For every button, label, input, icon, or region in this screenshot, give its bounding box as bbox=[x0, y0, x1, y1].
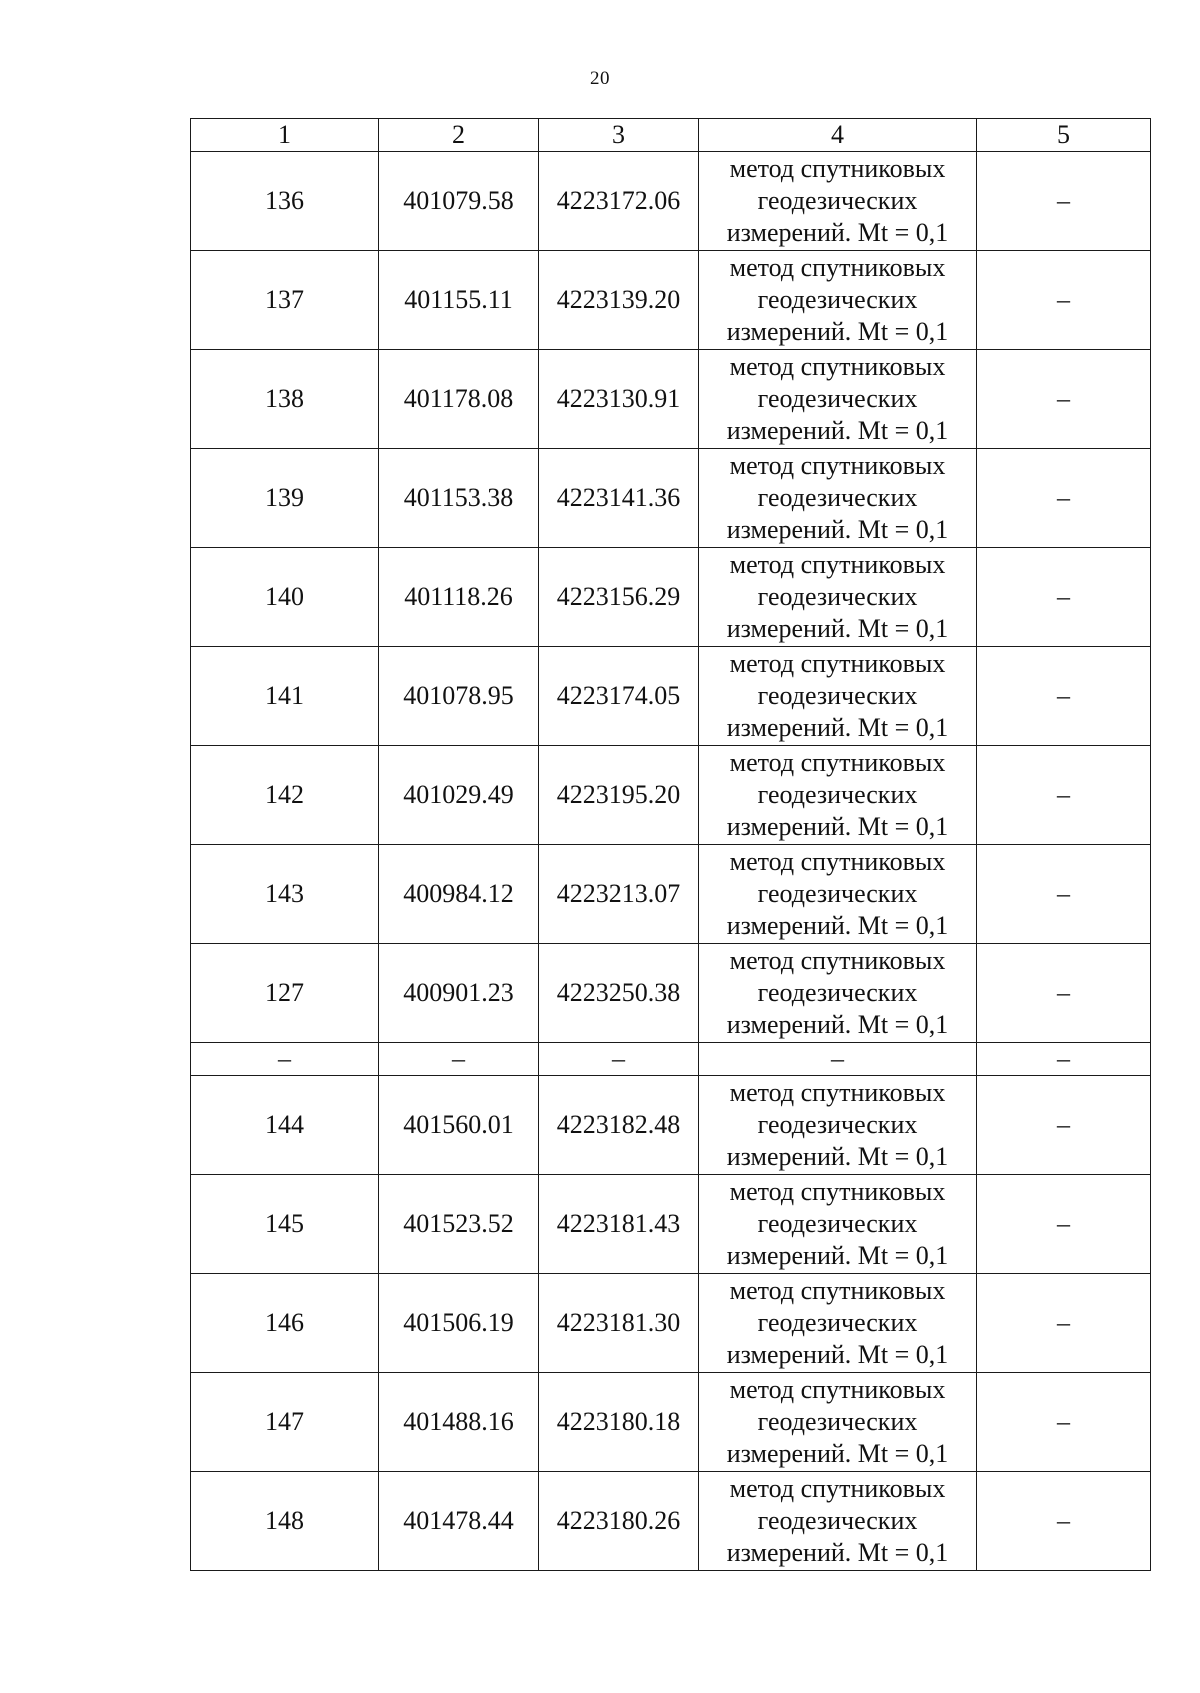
method-line: геодезических bbox=[757, 978, 918, 1007]
method-line: измерений. Mt = 0,1 bbox=[726, 317, 949, 346]
method-line: метод спутниковых bbox=[729, 352, 946, 381]
method-cell bbox=[699, 647, 977, 746]
table-row bbox=[191, 449, 1151, 548]
method-line: геодезических bbox=[757, 483, 918, 512]
method-line: геодезических bbox=[757, 879, 918, 908]
coord-y-cell: 4223172.06 bbox=[539, 152, 699, 251]
coord-y-cell: 4223180.18 bbox=[539, 1373, 699, 1472]
table-row bbox=[191, 1175, 1151, 1274]
method-line: метод спутниковых bbox=[729, 253, 946, 282]
extra-cell: – bbox=[977, 251, 1151, 350]
method-line: геодезических bbox=[757, 1209, 918, 1238]
method-line: метод спутниковых bbox=[729, 649, 946, 678]
method-line: метод спутниковых bbox=[729, 550, 946, 579]
coord-x-cell: 401178.08 bbox=[379, 350, 539, 449]
point-number-cell: 138 bbox=[191, 350, 379, 449]
header-cell-1: 1 bbox=[191, 119, 379, 152]
method-cell bbox=[699, 548, 977, 647]
method-line: измерений. Mt = 0,1 bbox=[726, 1538, 949, 1567]
separator-row bbox=[191, 1043, 1151, 1076]
method-line: метод спутниковых bbox=[729, 1474, 946, 1503]
table-row bbox=[191, 152, 1151, 251]
coord-x-cell: 401078.95 bbox=[379, 647, 539, 746]
extra-cell: – bbox=[977, 746, 1151, 845]
method-cell bbox=[699, 350, 977, 449]
method-line: измерений. Mt = 0,1 bbox=[726, 1340, 949, 1369]
extra-cell: – bbox=[977, 845, 1151, 944]
point-number-cell: 145 bbox=[191, 1175, 379, 1274]
header-cell-5: 5 bbox=[977, 119, 1151, 152]
method-cell bbox=[699, 1472, 977, 1571]
table-row bbox=[191, 647, 1151, 746]
coord-y-cell: 4223174.05 bbox=[539, 647, 699, 746]
method-line: геодезических bbox=[757, 1308, 918, 1337]
method-line: метод спутниковых bbox=[729, 1276, 946, 1305]
method-line: геодезических bbox=[757, 1506, 918, 1535]
coord-y-cell: 4223250.38 bbox=[539, 944, 699, 1043]
method-cell bbox=[699, 1274, 977, 1373]
point-number-cell: 144 bbox=[191, 1076, 379, 1175]
extra-cell: – bbox=[977, 1373, 1151, 1472]
method-line: геодезических bbox=[757, 384, 918, 413]
method-line: геодезических bbox=[757, 582, 918, 611]
coord-x-cell: 401118.26 bbox=[379, 548, 539, 647]
table-row bbox=[191, 1274, 1151, 1373]
coord-x-cell: 400984.12 bbox=[379, 845, 539, 944]
point-number-cell: 141 bbox=[191, 647, 379, 746]
point-number-cell: 148 bbox=[191, 1472, 379, 1571]
header-cell-4: 4 bbox=[699, 119, 977, 152]
method-line: измерений. Mt = 0,1 bbox=[726, 713, 949, 742]
coord-y-cell: 4223141.36 bbox=[539, 449, 699, 548]
extra-cell: – bbox=[977, 449, 1151, 548]
method-line: геодезических bbox=[757, 186, 918, 215]
point-number-cell: 139 bbox=[191, 449, 379, 548]
extra-cell: – bbox=[977, 944, 1151, 1043]
method-line: измерений. Mt = 0,1 bbox=[726, 812, 949, 841]
method-line: геодезических bbox=[757, 681, 918, 710]
method-line: геодезических bbox=[757, 285, 918, 314]
method-line: геодезических bbox=[757, 1110, 918, 1139]
separator-cell: – bbox=[191, 1043, 379, 1076]
coordinates-table bbox=[190, 118, 1151, 1571]
method-line: измерений. Mt = 0,1 bbox=[726, 1142, 949, 1171]
page-number: 20 bbox=[590, 68, 610, 89]
point-number-cell: 143 bbox=[191, 845, 379, 944]
coord-x-cell: 401079.58 bbox=[379, 152, 539, 251]
coord-x-cell: 401155.11 bbox=[379, 251, 539, 350]
table-row bbox=[191, 350, 1151, 449]
table-row bbox=[191, 1373, 1151, 1472]
header-cell-3: 3 bbox=[539, 119, 699, 152]
coord-y-cell: 4223139.20 bbox=[539, 251, 699, 350]
table-row bbox=[191, 944, 1151, 1043]
method-cell bbox=[699, 152, 977, 251]
coord-y-cell: 4223181.30 bbox=[539, 1274, 699, 1373]
coord-x-cell: 401029.49 bbox=[379, 746, 539, 845]
method-cell bbox=[699, 449, 977, 548]
method-line: измерений. Mt = 0,1 bbox=[726, 515, 949, 544]
method-line: измерений. Mt = 0,1 bbox=[726, 614, 949, 643]
coord-y-cell: 4223156.29 bbox=[539, 548, 699, 647]
separator-cell: – bbox=[699, 1043, 977, 1076]
coord-x-cell: 401506.19 bbox=[379, 1274, 539, 1373]
coord-x-cell: 401478.44 bbox=[379, 1472, 539, 1571]
method-line: измерений. Mt = 0,1 bbox=[726, 911, 949, 940]
method-line: измерений. Mt = 0,1 bbox=[726, 1010, 949, 1039]
method-line: измерений. Mt = 0,1 bbox=[726, 1439, 949, 1468]
separator-cell: – bbox=[379, 1043, 539, 1076]
coord-y-cell: 4223195.20 bbox=[539, 746, 699, 845]
table-row bbox=[191, 845, 1151, 944]
method-line: измерений. Mt = 0,1 bbox=[726, 416, 949, 445]
coord-x-cell: 400901.23 bbox=[379, 944, 539, 1043]
coord-y-cell: 4223181.43 bbox=[539, 1175, 699, 1274]
method-line: метод спутниковых bbox=[729, 451, 946, 480]
coord-x-cell: 401560.01 bbox=[379, 1076, 539, 1175]
extra-cell: – bbox=[977, 350, 1151, 449]
separator-cell: – bbox=[539, 1043, 699, 1076]
method-line: геодезических bbox=[757, 780, 918, 809]
coord-x-cell: 401488.16 bbox=[379, 1373, 539, 1472]
table-row bbox=[191, 548, 1151, 647]
method-cell bbox=[699, 1373, 977, 1472]
method-line: метод спутниковых bbox=[729, 154, 946, 183]
extra-cell: – bbox=[977, 548, 1151, 647]
method-cell bbox=[699, 746, 977, 845]
header-cell-2: 2 bbox=[379, 119, 539, 152]
method-line: метод спутниковых bbox=[729, 748, 946, 777]
method-line: измерений. Mt = 0,1 bbox=[726, 218, 949, 247]
point-number-cell: 146 bbox=[191, 1274, 379, 1373]
coord-y-cell: 4223182.48 bbox=[539, 1076, 699, 1175]
table-row bbox=[191, 1472, 1151, 1571]
point-number-cell: 140 bbox=[191, 548, 379, 647]
point-number-cell: 127 bbox=[191, 944, 379, 1043]
table-row bbox=[191, 1076, 1151, 1175]
table-body bbox=[191, 119, 1151, 1571]
method-cell bbox=[699, 944, 977, 1043]
separator-cell: – bbox=[977, 1043, 1151, 1076]
extra-cell: – bbox=[977, 1274, 1151, 1373]
extra-cell: – bbox=[977, 647, 1151, 746]
extra-cell: – bbox=[977, 1175, 1151, 1274]
extra-cell: – bbox=[977, 1472, 1151, 1571]
method-line: измерений. Mt = 0,1 bbox=[726, 1241, 949, 1270]
extra-cell: – bbox=[977, 1076, 1151, 1175]
method-line: метод спутниковых bbox=[729, 847, 946, 876]
header-row bbox=[191, 119, 1151, 152]
method-cell bbox=[699, 1076, 977, 1175]
table-row bbox=[191, 746, 1151, 845]
coord-y-cell: 4223180.26 bbox=[539, 1472, 699, 1571]
coord-x-cell: 401523.52 bbox=[379, 1175, 539, 1274]
extra-cell: – bbox=[977, 152, 1151, 251]
point-number-cell: 136 bbox=[191, 152, 379, 251]
method-line: метод спутниковых bbox=[729, 1177, 946, 1206]
coord-x-cell: 401153.38 bbox=[379, 449, 539, 548]
point-number-cell: 137 bbox=[191, 251, 379, 350]
method-line: метод спутниковых bbox=[729, 1078, 946, 1107]
method-cell bbox=[699, 845, 977, 944]
method-line: метод спутниковых bbox=[729, 1375, 946, 1404]
point-number-cell: 142 bbox=[191, 746, 379, 845]
coord-y-cell: 4223213.07 bbox=[539, 845, 699, 944]
method-line: геодезических bbox=[757, 1407, 918, 1436]
table-row bbox=[191, 251, 1151, 350]
method-line: метод спутниковых bbox=[729, 946, 946, 975]
coord-y-cell: 4223130.91 bbox=[539, 350, 699, 449]
method-cell bbox=[699, 1175, 977, 1274]
point-number-cell: 147 bbox=[191, 1373, 379, 1472]
method-cell bbox=[699, 251, 977, 350]
